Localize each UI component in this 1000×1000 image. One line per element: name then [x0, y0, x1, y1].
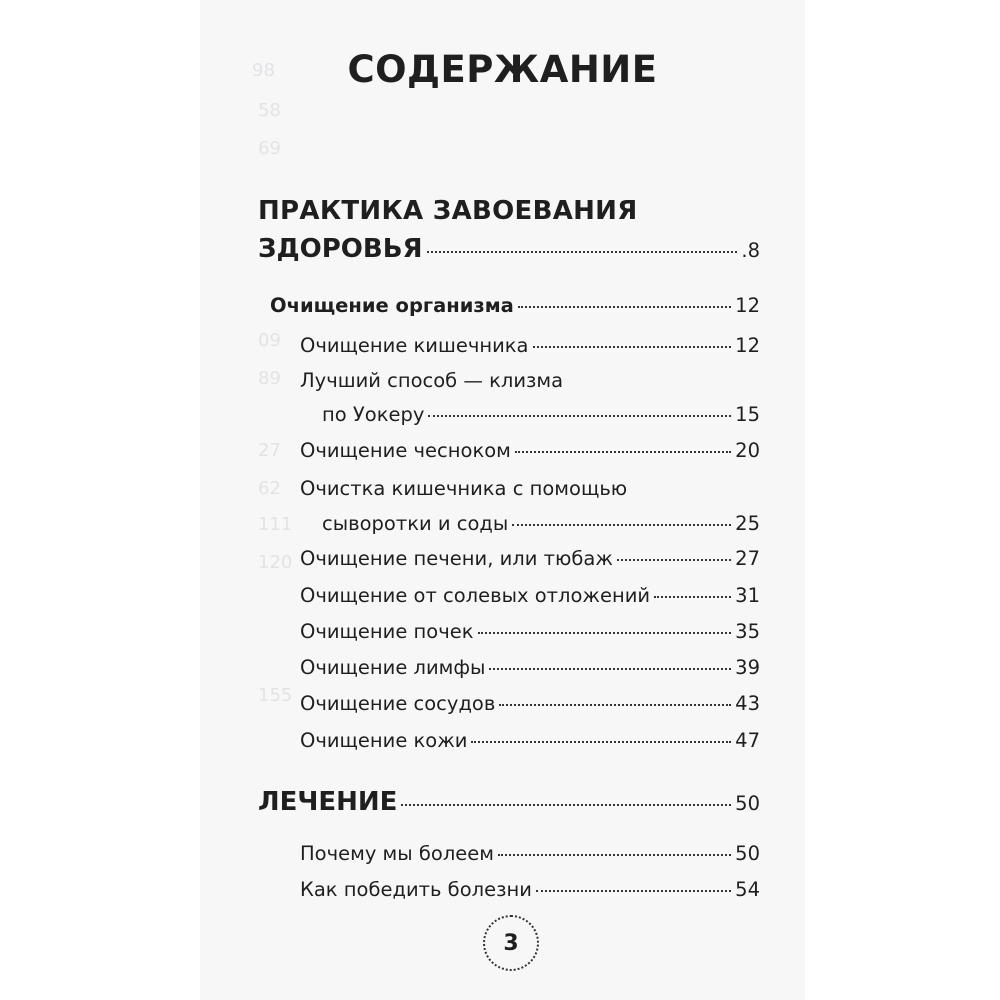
toc-entry-title: Почему мы болеем [300, 842, 494, 865]
toc-entry-section[interactable] [258, 787, 760, 817]
book-page [200, 0, 805, 1000]
toc-entry-title: Очищение организма [270, 294, 514, 317]
bleed-through-text: 27 [258, 440, 281, 461]
toc-entry-page: 27 [735, 547, 760, 570]
toc-entry-page: 50 [735, 842, 760, 865]
toc-entry-title: Очищение сосудов [300, 692, 496, 715]
toc-entry-page: 31 [735, 584, 760, 607]
toc-entry[interactable] [300, 656, 760, 679]
dot-leader [512, 524, 731, 526]
toc-entry-page: 25 [735, 512, 760, 535]
toc-entry[interactable] [300, 439, 760, 462]
bleed-through-text: 98 [252, 60, 275, 81]
dot-leader [515, 451, 731, 453]
page-number [483, 915, 539, 971]
toc-entry[interactable] [300, 878, 760, 901]
dot-leader [654, 596, 731, 598]
section-title: ПРАКТИКА ЗАВОЕВАНИЯ [258, 196, 638, 226]
page-title: СОДЕРЖАНИЕ [347, 48, 658, 91]
toc-entry-subsection[interactable] [270, 294, 760, 317]
dot-leader [401, 804, 731, 806]
toc-entry-title: Очищение чесноком [300, 439, 511, 462]
dot-leader [471, 741, 731, 743]
dot-leader [498, 854, 731, 856]
toc-entry-page: 54 [735, 878, 760, 901]
toc-entry-title-line[interactable]: Очистка кишечника с помощью [300, 477, 628, 500]
toc-entry[interactable] [300, 692, 760, 715]
dot-leader [428, 415, 731, 417]
toc-entry-page: .8 [741, 239, 760, 262]
toc-entry-title: ЛЕЧЕНИЕ [258, 787, 398, 817]
toc-entry-title: по Уокеру [322, 403, 425, 426]
toc-entry-page: 35 [735, 620, 760, 643]
toc-entry-page: 12 [735, 294, 760, 317]
toc-entry-page: 47 [735, 729, 760, 752]
bleed-through-text: 09 [258, 330, 281, 351]
bleed-through-text: 111 [258, 514, 293, 535]
toc-entry[interactable] [322, 512, 760, 535]
toc-entry-title: Очищение печени, или тюбаж [300, 547, 613, 570]
toc-entry-title: Очищение кожи [300, 729, 468, 752]
toc-entry[interactable] [300, 334, 760, 357]
toc-entry-title: Очищение почек [300, 620, 474, 643]
toc-entry-section[interactable] [258, 234, 760, 264]
toc-entry-title: сыворотки и соды [322, 512, 509, 535]
toc-entry[interactable] [300, 729, 760, 752]
toc-entry-page: 50 [735, 792, 760, 815]
toc-entry-page: 12 [735, 334, 760, 357]
bleed-through-text: 155 [258, 685, 293, 706]
dot-leader [499, 704, 731, 706]
toc-entry-title: Очищение кишечника [300, 334, 529, 357]
toc-entry[interactable] [300, 842, 760, 865]
dot-leader [518, 306, 731, 308]
toc-entry-title: Очищение от солевых отложений [300, 584, 651, 607]
toc-entry[interactable] [300, 620, 760, 643]
toc-entry[interactable] [322, 403, 760, 426]
dot-leader [489, 668, 731, 670]
dot-leader [533, 346, 732, 348]
toc-entry-title-line[interactable]: Лучший способ — клизма [300, 369, 564, 392]
dot-leader [617, 559, 731, 561]
toc-entry-page: 39 [735, 656, 760, 679]
bleed-through-text: 62 [258, 478, 281, 499]
page-number-label: 3 [503, 930, 519, 956]
bleed-through-text: 120 [258, 552, 293, 573]
toc-entry-page: 43 [735, 692, 760, 715]
bleed-through-text: 58 [258, 100, 281, 121]
bleed-through-text: 89 [258, 368, 281, 389]
toc-entry-title: ЗДОРОВЬЯ [258, 234, 423, 264]
dot-leader [536, 890, 731, 892]
toc-entry[interactable] [300, 547, 760, 570]
toc-entry[interactable] [300, 584, 760, 607]
bleed-through-text: 69 [258, 138, 281, 159]
toc-entry-page: 20 [735, 439, 760, 462]
dot-leader [478, 632, 732, 634]
toc-entry-title: Как победить болезни [300, 878, 532, 901]
toc-entry-title: Очищение лимфы [300, 656, 486, 679]
toc-entry-page: 15 [735, 403, 760, 426]
dot-leader [427, 251, 738, 253]
